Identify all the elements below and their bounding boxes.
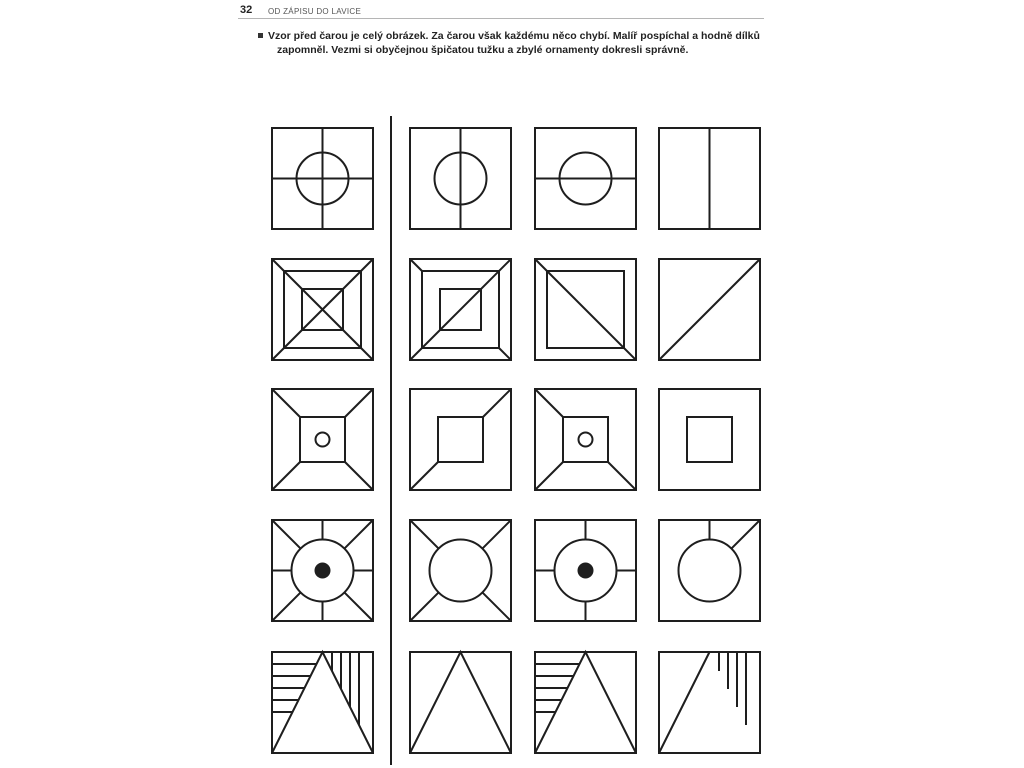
row-1-copy-3[interactable] [659, 128, 760, 229]
page-number: 32 [240, 4, 253, 16]
row-3-copy-2[interactable] [535, 389, 636, 490]
chapter-title: OD ZÁPISU DO LAVICE [268, 7, 362, 16]
row-5-copy-2[interactable] [535, 652, 636, 753]
row-5-copy-3[interactable] [659, 652, 760, 753]
row-4-copy-3[interactable] [659, 520, 760, 621]
row-4-copy-2[interactable] [535, 520, 636, 621]
row-1-copy-1[interactable] [410, 128, 511, 229]
instruction-line-1: Vzor před čarou je celý obrázek. Za čarou však každému něco chybí. Malíř pospíchal a hodně dílků [268, 30, 760, 42]
row-2-copy-2[interactable] [535, 259, 636, 360]
row-3-pattern [272, 389, 373, 490]
row-5-copy-1[interactable] [410, 652, 511, 753]
row-4-pattern [272, 520, 373, 621]
row-2-copy-3[interactable] [659, 259, 760, 360]
row-2-copy-1[interactable] [410, 259, 511, 360]
row-2-pattern [272, 259, 373, 360]
center-dot-icon [315, 563, 331, 579]
row-5-pattern [272, 652, 373, 753]
small-circle-icon [316, 433, 330, 447]
row-3-copy-1[interactable] [410, 389, 511, 490]
row-1-pattern [272, 128, 373, 229]
row-1-copy-2[interactable] [535, 128, 636, 229]
row-4-copy-1[interactable] [410, 520, 511, 621]
instruction-line-2: zapomněl. Vezmi si obyčejnou špičatou tužku a zbylé ornamenty dokresli správně. [277, 44, 689, 56]
row-3-copy-3[interactable] [659, 389, 760, 490]
